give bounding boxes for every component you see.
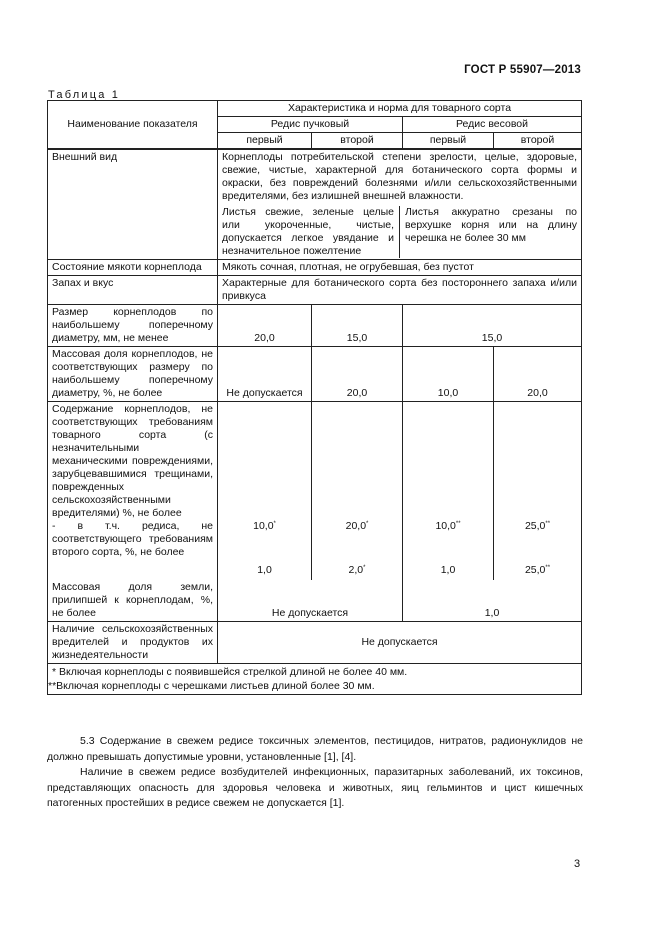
row-name: Размер корнеплодов по наибольшему поперечному диаметру, мм, не менее	[48, 305, 218, 347]
nc-loose-second: 25,0	[524, 520, 546, 532]
row-pests	[48, 622, 582, 664]
paragraph-pathogens: Наличие в свежем редисе возбудителей инфекционных, паразитарных заболеваний, их токсинов, представляющих опасность для здоровья человека и животных, яиц гельминтов и цист кишечных патогенных простейших в редисе свежем не допускается [1].	[47, 766, 583, 809]
nc-bunched-second: 20,0	[345, 520, 367, 532]
footnote-2: **Включая корнеплоды с черешками листьев длиной более 30 мм.	[48, 680, 375, 692]
appearance-bunched: Листья свежие, зеленые целые или укороченные, чистые, допускается легкое увядание и незначительное пожелтение	[222, 206, 400, 258]
footnote-1: * Включая корнеплоды с появившейся стрелкой длиной не более 40 мм.	[52, 666, 408, 678]
soil-name: Массовая доля земли, прилипшей к корнеплодам, %, не более	[48, 580, 218, 622]
row-footnotes	[48, 664, 582, 695]
row-soil	[48, 580, 582, 622]
appearance-common: Корнеплоды потребительской степени зрелости, целые, здоровые, свежие, чистые, характерной для ботанического сорта формы и окраски, без повреждений болезнями и/или сельскохозяйственными вредителями, без излишней внешней влажности.	[222, 151, 578, 202]
nc-sub-loose-first: 1,0	[440, 564, 456, 576]
nonconforming-sub-name: - в т.ч. редиса, не соответствующего требованиям второго сорта, %, не более	[52, 520, 213, 558]
row-name: Запах и вкус	[48, 276, 218, 305]
requirements-table	[47, 100, 582, 695]
row-name: Массовая доля корнеплодов, не соответствующих размеру по наибольшему поперечному диаметру, %, не более	[48, 347, 218, 402]
row-fraction	[48, 347, 582, 402]
row-name: Внешний вид	[48, 149, 218, 260]
body-text	[47, 734, 583, 812]
nc-sub-loose-second: 25,0	[524, 564, 546, 576]
row-name: Наличие сельскохозяйственных вредителей и продуктов их жизнедеятельности	[48, 622, 218, 664]
standard-number: ГОСТ Р 55907—2013	[464, 64, 581, 76]
row-nonconforming: Содержание корнеплодов, не соответствующих требованиям товарного сорта (с незначительными механическими повреждениями, зарубцевавшимися трещинами, поврежденных сельскохозяйственными вредителями) %, не более - в т.ч. редиса, не соответствующего требованиям второго сорта, %, не более 10,0* 1,0 20,0* 2,0* 10,0** 1,0 25,0** 25,0**	[48, 402, 582, 581]
header-loose-first: первый	[403, 133, 494, 150]
size-bunched-second: 15,0	[312, 305, 403, 347]
header-indicator: Наименование показателя	[48, 101, 218, 150]
size-bunched-first: 20,0	[218, 305, 312, 347]
taste-value: Характерные для ботанического сорта без постороннего запаха и/или привкуса	[218, 276, 582, 305]
appearance-value	[218, 149, 582, 260]
fraction-bunched-second: 20,0	[312, 347, 403, 402]
nc-sub-bunched-second: 2,0	[348, 564, 364, 576]
row-pulp	[48, 260, 582, 276]
header-bunched-second: второй	[312, 133, 403, 150]
size-loose: 15,0	[403, 305, 582, 347]
fraction-loose-first: 10,0	[403, 347, 494, 402]
pests-value: Не допускается	[218, 622, 582, 664]
row-appearance	[48, 149, 582, 260]
row-taste	[48, 276, 582, 305]
fraction-bunched-first: Не допускается	[218, 347, 312, 402]
fraction-loose-second: 20,0	[494, 347, 582, 402]
soil-bunched: Не допускается	[218, 580, 403, 622]
pulp-value: Мякоть сочная, плотная, не огрубевшая, без пустот	[218, 260, 582, 276]
header-bunched-first: первый	[218, 133, 312, 150]
soil-loose: 1,0	[403, 580, 582, 622]
nonconforming-name: Содержание корнеплодов, не соответствующих требованиям товарного сорта (с незначительными механическими повреждениями, зарубцевавшимися трещинами, поврежденных сельскохозяйственными вредителями) %, не более	[52, 403, 213, 519]
row-name: Состояние мякоти корнеплода	[48, 260, 218, 276]
header-bunched: Редис пучковый	[218, 117, 403, 133]
appearance-loose: Листья аккуратно срезаны по верхушке корня или на длину черешка не более 30 мм	[405, 206, 578, 244]
table-caption: Таблица 1	[48, 89, 121, 101]
paragraph-5-3: 5.3 Содержание в свежем редисе токсичных элементов, пестицидов, нитратов, радионуклидов не должно превышать допустимые уровни, установленные [1], [4].	[47, 735, 583, 763]
row-name	[48, 402, 218, 581]
nc-sub-bunched-first: 1,0	[257, 564, 272, 576]
header-loose-second: второй	[494, 133, 582, 150]
header-characteristic: Характеристика и норма для товарного сорта	[218, 101, 582, 117]
nc-loose-first: 10,0	[435, 520, 456, 532]
row-size	[48, 305, 582, 347]
header-loose: Редис весовой	[403, 117, 582, 133]
page-number: 3	[574, 858, 581, 870]
nc-bunched-first: 10,0	[253, 520, 274, 532]
